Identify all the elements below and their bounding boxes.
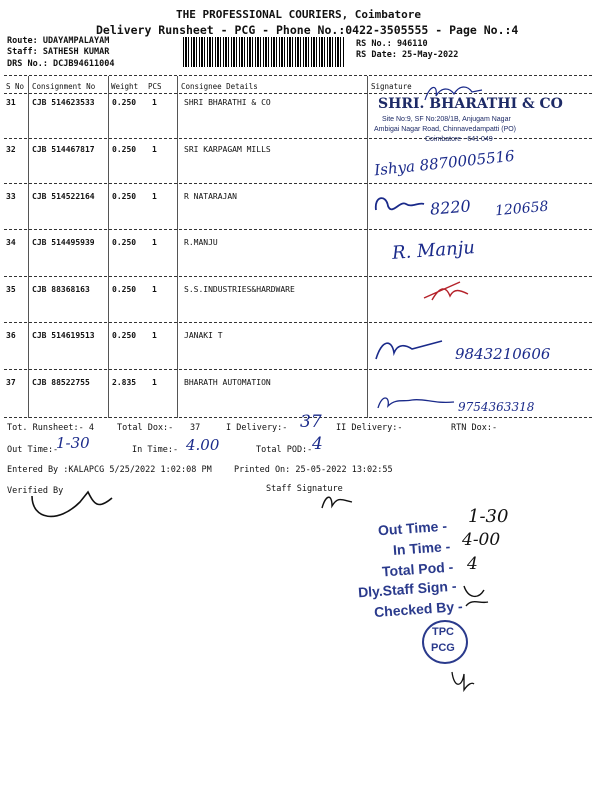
col-divider xyxy=(108,76,109,418)
stamp-in-time-value: 4-00 xyxy=(462,530,501,550)
row-pcs: 1 xyxy=(152,192,157,201)
company-stamp-addr: Coimbatore - 641 049 xyxy=(425,136,493,143)
row-weight: 0.250 xyxy=(112,192,137,201)
row-consignee: SRI KARPAGAM MILLS xyxy=(184,145,271,154)
tpc-seal xyxy=(422,620,468,664)
row-consignee: BHARATH AUTOMATION xyxy=(184,378,271,387)
rs-date: RS Date: 25-May-2022 xyxy=(356,50,459,60)
row-weight: 0.250 xyxy=(112,331,137,340)
row-sno: 33 xyxy=(6,192,16,201)
row-sno: 32 xyxy=(6,145,16,154)
row-pcs: 1 xyxy=(152,285,157,294)
row-rule xyxy=(4,276,592,277)
staff: Staff: SATHESH KUMAR xyxy=(7,47,110,57)
handwritten-phone: 9843210606 xyxy=(455,345,551,363)
col-pcs: PCS xyxy=(148,82,162,91)
handwritten-name: R. Manju xyxy=(391,237,476,264)
stamp-total-pod-value: 4 xyxy=(467,554,478,574)
i-delivery-label: I Delivery:- xyxy=(226,423,288,433)
col-sno: S No xyxy=(6,82,25,91)
col-divider xyxy=(28,76,29,418)
row-sno: 36 xyxy=(6,331,16,340)
row-weight: 0.250 xyxy=(112,145,137,154)
total-runsheet: Tot. Runsheet:- 4 xyxy=(7,423,94,433)
handwritten-number: 8220 xyxy=(429,196,472,219)
staff-signature xyxy=(318,490,358,516)
row-rule xyxy=(4,369,592,370)
company-stamp-addr: Ambigai Nagar Road, Chinnavedampatti (PO) xyxy=(374,126,517,133)
entered-by: Entered By :KALAPCG 5/25/2022 1:02:08 PM xyxy=(7,465,212,475)
total-pod-label: Total POD:- xyxy=(256,445,313,455)
row-consignee: S.S.INDUSTRIES&HARDWARE xyxy=(184,285,295,294)
row-consignment: CJB 514619513 xyxy=(32,331,95,340)
row-rule xyxy=(4,229,592,230)
row-pcs: 1 xyxy=(152,378,157,387)
col-consignment: Consignment No xyxy=(32,82,96,91)
row-consignment: CJB 88522755 xyxy=(32,378,90,387)
company-stamp-name: SHRI. BHARATHI & CO xyxy=(378,96,563,112)
handwritten-phone: 9754363318 xyxy=(458,400,535,414)
row-consignee: JANAKI T xyxy=(184,331,223,340)
seal-text: TPC xyxy=(432,626,454,638)
in-time-label: In Time:- xyxy=(132,445,179,455)
verified-by: Verified By xyxy=(7,486,64,496)
stamp-total-pod: Total Pod - xyxy=(381,558,454,580)
rs-number: RS No.: 946110 xyxy=(356,39,428,49)
row-consignment: CJB 514522164 xyxy=(32,192,95,201)
rtn-dox-label: RTN Dox:- xyxy=(451,423,498,433)
stamp-out-time-value: 1-30 xyxy=(468,506,509,527)
row-sno: 31 xyxy=(6,98,16,107)
row-rule xyxy=(4,322,592,323)
row-weight: 2.835 xyxy=(112,378,137,387)
row-pcs: 1 xyxy=(152,238,157,247)
row-sno: 35 xyxy=(6,285,16,294)
row-consignment: CJB 514495939 xyxy=(32,238,95,247)
stamp-checked-by: Checked By - xyxy=(373,597,464,621)
row-consignee: SHRI BHARATHI & CO xyxy=(184,98,271,107)
row-consignment: CJB 514467817 xyxy=(32,145,95,154)
row-rule xyxy=(4,138,592,139)
row-pcs: 1 xyxy=(152,98,157,107)
row-consignee: R NATARAJAN xyxy=(184,192,237,201)
drs-number: DRS No.: DCJB94611004 xyxy=(7,59,115,69)
stamp-signature xyxy=(448,664,478,694)
company-stamp-addr: Site No:9, SF No:208/1B, Anjugam Nagar xyxy=(382,116,511,123)
row-consignee: R.MANJU xyxy=(184,238,218,247)
signature-scribble xyxy=(420,82,500,106)
total-pod-value: 4 xyxy=(312,434,323,454)
printed-on: Printed On: 25-05-2022 13:02:55 xyxy=(234,465,393,475)
handwritten-number: 120658 xyxy=(494,198,550,220)
page-subtitle: Delivery Runsheet - PCG - Phone No.:0422-3505555 - Page No.:4 xyxy=(96,23,519,37)
row-weight: 0.250 xyxy=(112,285,137,294)
ii-delivery-label: II Delivery:- xyxy=(336,423,403,433)
stamp-out-time: Out Time - xyxy=(377,517,448,539)
page-title: THE PROFESSIONAL COURIERS, Coimbatore xyxy=(176,8,422,21)
i-delivery-value: 37 xyxy=(300,412,322,432)
signature-scribble xyxy=(374,392,464,416)
table-top-rule xyxy=(4,75,592,76)
barcode xyxy=(183,37,345,67)
route: Route: UDAYAMPALAYAM xyxy=(7,36,110,46)
row-rule xyxy=(4,183,592,184)
signature-scribble xyxy=(420,278,480,304)
in-time-value: 4.00 xyxy=(186,436,220,454)
col-signature: Signature xyxy=(371,82,412,91)
header-rule xyxy=(4,93,592,94)
total-dox-value: 37 xyxy=(190,423,201,433)
col-divider xyxy=(177,76,178,418)
signature-scribble xyxy=(372,335,452,367)
staff-signature-label: Staff Signature xyxy=(266,484,343,494)
verifier-signature xyxy=(28,484,118,524)
row-sno: 37 xyxy=(6,378,16,387)
row-pcs: 1 xyxy=(152,145,157,154)
stamp-dly-staff: Dly.Staff Sign - xyxy=(357,577,457,601)
row-weight: 0.250 xyxy=(112,238,137,247)
out-time-value: 1-30 xyxy=(56,434,90,452)
row-consignment: CJB 88368163 xyxy=(32,285,90,294)
col-divider xyxy=(367,76,368,418)
row-sno: 34 xyxy=(6,238,16,247)
stamp-in-time: In Time - xyxy=(392,538,451,558)
total-dox-label: Total Dox:- xyxy=(117,423,174,433)
handwritten-phone: Ishya 8870005516 xyxy=(373,146,516,180)
stamp-signature xyxy=(458,578,498,618)
row-pcs: 1 xyxy=(152,331,157,340)
col-weight: Weight xyxy=(111,82,139,91)
row-rule xyxy=(4,417,592,418)
out-time-label: Out Time:- xyxy=(7,445,59,455)
row-weight: 0.250 xyxy=(112,98,137,107)
col-consignee: Consignee Details xyxy=(181,82,258,91)
seal-text: PCG xyxy=(431,642,455,654)
row-consignment: CJB 514623533 xyxy=(32,98,95,107)
